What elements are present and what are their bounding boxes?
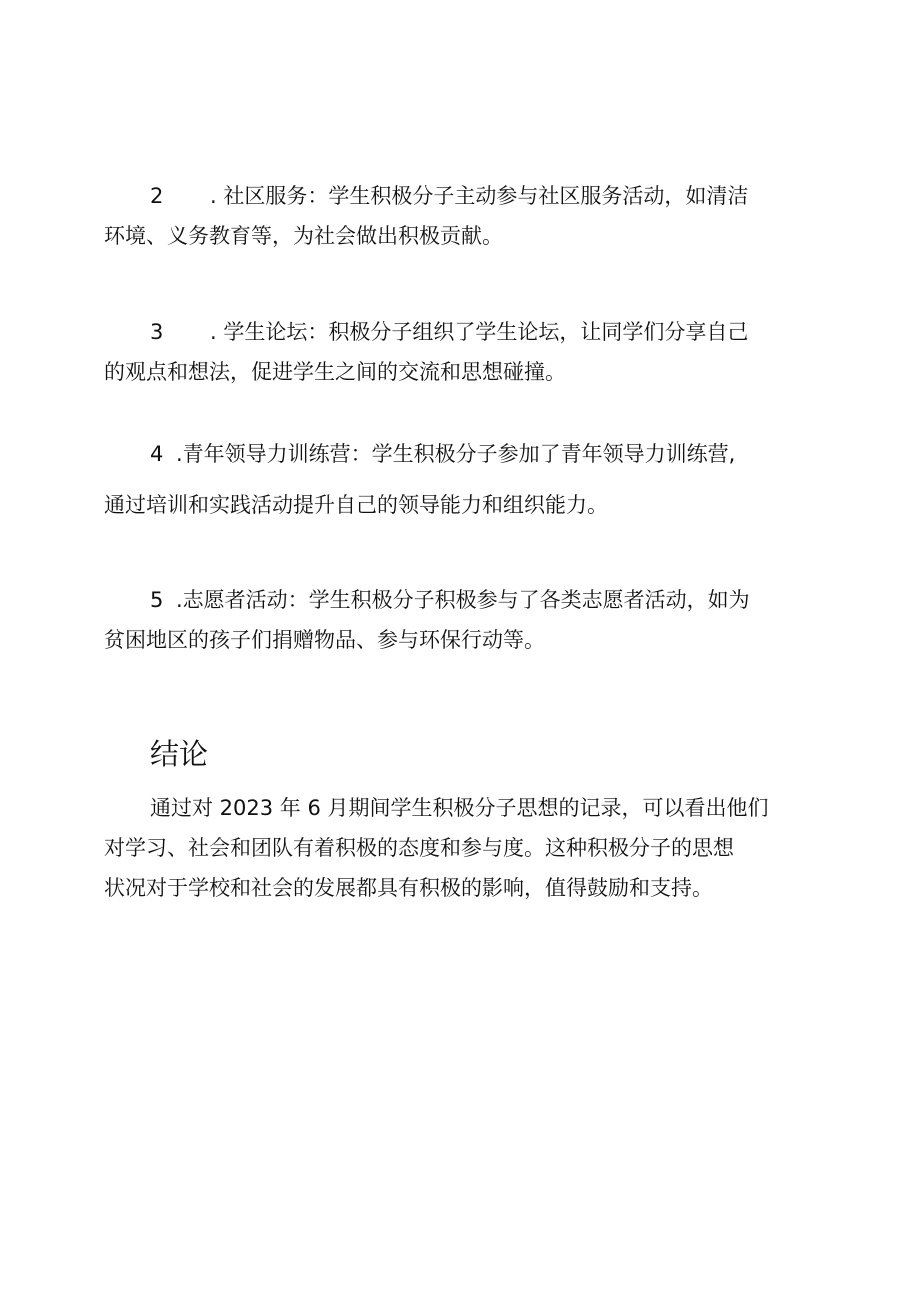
list-item-continuation: 的观点和想法，促进学生之间的交流和思想碰撞。	[104, 360, 566, 384]
list-item-number: 4	[150, 442, 164, 466]
conclusion-paragraph	[104, 788, 814, 908]
list-item-continuation: 贫困地区的孩子们捐赠物品、参与环保行动等。	[104, 628, 545, 652]
list-item-first-line	[104, 176, 814, 216]
conclusion-line: 通过对 2023 年 6 月期间学生积极分子思想的记录，可以看出他们	[150, 796, 769, 820]
list-item-text: . 社区服务：学生积极分子主动参与社区服务活动，如清洁	[210, 184, 749, 208]
list-item-community-service	[104, 176, 814, 256]
list-item-text: .志愿者活动：学生积极分子积极参与了各类志愿者活动，如为	[176, 588, 750, 612]
list-item-leadership-camp	[104, 436, 814, 538]
list-item-number: 2	[150, 184, 164, 208]
list-item-text: . 学生论坛：积极分子组织了学生论坛，让同学们分享自己	[210, 320, 749, 344]
list-item-first-line	[104, 312, 814, 352]
list-item-student-forum	[104, 312, 814, 392]
conclusion-heading: 结论	[150, 737, 209, 771]
list-item-continuation: 环境、义务教育等，为社会做出积极贡献。	[104, 224, 503, 248]
conclusion-line: 状况对于学校和社会的发展都具有积极的影响，值得鼓励和支持。	[104, 876, 713, 900]
list-item-continuation: 通过培训和实践活动提升自己的领导能力和组织能力。	[104, 493, 608, 517]
conclusion-line: 对学习、社会和团队有着积极的态度和参与度。这种积极分子的思想	[104, 836, 734, 860]
list-item-first-line	[104, 580, 814, 620]
list-item-number: 5	[150, 588, 164, 612]
list-item-text: .青年领导力训练营：学生积极分子参加了青年领导力训练营,	[176, 442, 736, 466]
list-item-number: 3	[150, 320, 164, 344]
list-item-volunteer-activities	[104, 580, 814, 660]
list-item-first-line	[104, 436, 814, 472]
